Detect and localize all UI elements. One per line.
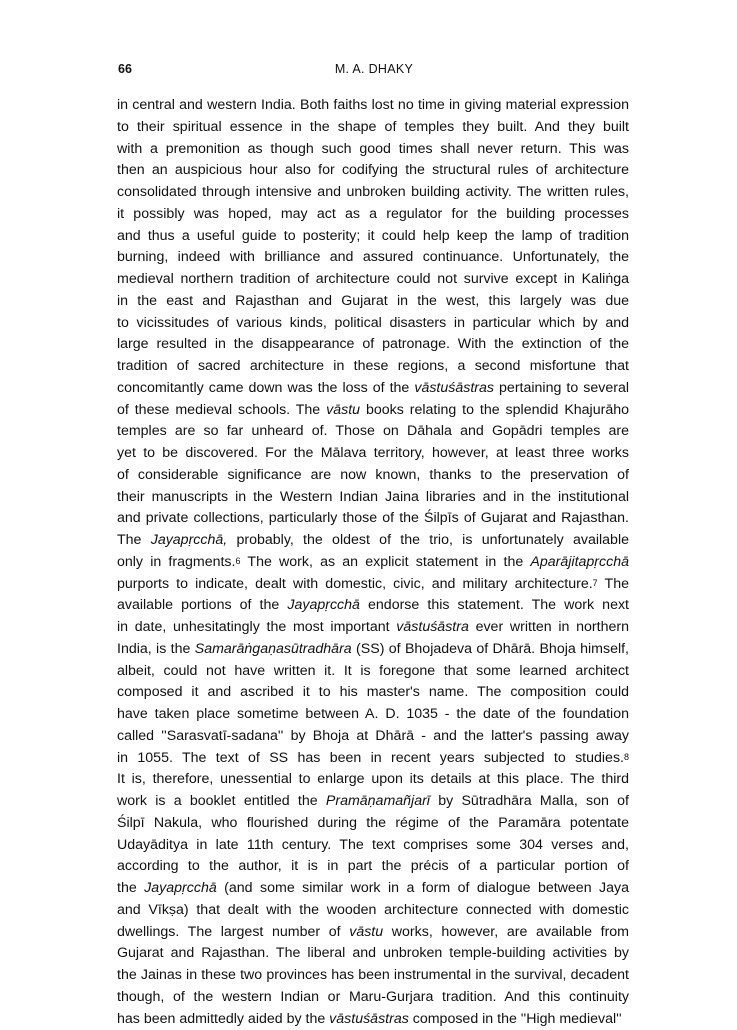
text-run: Gujarat and Rajasthan. The liberal and unbroken temple-building activities by — [117, 945, 629, 961]
text-line — [117, 291, 629, 313]
text-run: The — [117, 532, 151, 548]
text-run: in central and western India. Both faiths lost no time in giving material expression — [117, 97, 629, 113]
text-line — [117, 1009, 629, 1030]
text-line — [117, 617, 629, 639]
text-run: by Sūtradhāra Malla, son of — [430, 793, 629, 809]
text-run: called ''Sarasvatī-sadana'' by Bhoja at Dhārā - and the latter's passing away — [117, 728, 629, 744]
text-run: and thus a useful guide to posterity; it could help keep the lamp of tradition — [117, 228, 629, 244]
italic-term: vāstuśāstras — [329, 1011, 409, 1027]
text-line — [117, 182, 629, 204]
text-run: with a premonition as though such good times shall never return. This was — [117, 141, 629, 157]
text-line — [117, 639, 629, 661]
italic-term: vāstuśāstra — [396, 619, 469, 635]
text-run: available portions of the — [117, 597, 287, 613]
text-run: books relating to the splendid Khajurāho — [360, 402, 629, 418]
text-run: consolidated through intensive and unbroken building activity. The written rules, — [117, 184, 629, 200]
page-number: 66 — [118, 62, 132, 76]
text-run: probably, the oldest of the trio, is unfortunately available — [227, 532, 629, 548]
footnote-ref: 6 — [235, 556, 240, 566]
text-line — [117, 139, 629, 161]
text-run: composed in the ''High medieval'' — [409, 1011, 622, 1027]
italic-term: vāstu — [349, 924, 383, 940]
text-line — [117, 552, 629, 574]
text-line — [117, 791, 629, 813]
text-run: (and some similar work in a form of dialogue between Jaya — [217, 880, 629, 896]
running-head-author: M. A. DHAKY — [118, 62, 630, 76]
text-run: work is a booklet entitled the — [117, 793, 326, 809]
text-line — [117, 682, 629, 704]
text-line — [117, 313, 629, 335]
text-line — [117, 965, 629, 987]
italic-term: Jayapṛcchā — [287, 597, 360, 613]
text-run: their manuscripts in the Western Indian Jaina libraries and in the institutional — [117, 489, 629, 505]
text-run: has been admittedly aided by the — [117, 1011, 329, 1027]
text-line — [117, 117, 629, 139]
text-run: concomitantly came down was the loss of the — [117, 380, 414, 396]
italic-term: Samarāṅgaṇasūtradhāra — [195, 641, 352, 657]
text-run: and Vīkṣa) that dealt with the wooden architecture connected with domestic — [117, 902, 629, 918]
text-run: pertaining to several — [494, 380, 629, 396]
text-run: ever written in northern — [469, 619, 629, 635]
text-line — [117, 530, 629, 552]
text-run: it possibly was hoped, may act as a regulator for the building processes — [117, 206, 629, 222]
text-run: tradition of sacred architecture in these regions, a second misfortune that — [117, 358, 629, 374]
text-line — [117, 378, 629, 400]
page-header — [118, 62, 630, 82]
text-line — [117, 595, 629, 617]
text-line — [117, 922, 629, 944]
text-run: of these medieval schools. The — [117, 402, 326, 418]
text-run: the — [117, 880, 144, 896]
body-paragraph — [117, 95, 629, 1030]
text-run: purports to indicate, dealt with domestic, civic, and military architecture. — [117, 576, 593, 592]
italic-term: Jayapṛcchā — [144, 880, 217, 896]
text-run: in the east and Rajasthan and Gujarat in the west, this largely was due — [117, 293, 629, 309]
text-line — [117, 421, 629, 443]
text-line — [117, 269, 629, 291]
text-run: composed it and ascribed it to his master's name. The composition could — [117, 684, 629, 700]
text-run: India, is the — [117, 641, 195, 657]
text-run: and private collections, particularly those of the Śilpīs of Gujarat and Rajasthan. — [117, 510, 629, 526]
text-line — [117, 856, 629, 878]
text-run: in 1055. The text of SS has been in recent years subjected to studies. — [117, 750, 624, 766]
text-run: dwellings. The largest number of — [117, 924, 349, 940]
footnote-ref: 8 — [624, 752, 629, 762]
footnote-ref: 7 — [593, 578, 598, 588]
text-line — [117, 226, 629, 248]
text-line — [117, 661, 629, 683]
text-line — [117, 726, 629, 748]
text-run: burning, indeed with brilliance and assured continuance. Unfortunately, the — [117, 249, 629, 265]
text-line — [117, 356, 629, 378]
text-line — [117, 900, 629, 922]
text-line — [117, 769, 629, 791]
text-line — [117, 95, 629, 117]
text-line — [117, 878, 629, 900]
text-line — [117, 487, 629, 509]
italic-term: Aparājitapṛcchā — [530, 554, 629, 570]
text-line — [117, 813, 629, 835]
text-run: according to the author, it is in part the précis of a particular portion of — [117, 858, 629, 874]
italic-term: Jayapṛcchā, — [151, 532, 228, 548]
text-run: in date, unhesitatingly the most important — [117, 619, 396, 635]
text-line — [117, 247, 629, 269]
text-run: then an auspicious hour also for codifying the structural rules of architecture — [117, 162, 629, 178]
italic-term: Pramāṇamañjarī — [326, 793, 430, 809]
text-line — [117, 574, 629, 596]
text-run: albeit, could not have written it. It is foregone that some learned architect — [117, 663, 629, 679]
text-run: Śilpī Nakula, who flourished during the régime of the Paramāra potentate — [117, 815, 629, 831]
text-line — [117, 748, 629, 770]
text-line — [117, 465, 629, 487]
text-run: though, of the western Indian or Maru-Gurjara tradition. And this continuity — [117, 989, 629, 1005]
text-line — [117, 400, 629, 422]
text-run: have taken place sometime between A. D. 1035 - the date of the foundation — [117, 706, 629, 722]
text-run: yet to be discovered. For the Mālava territory, however, at least three works — [117, 445, 629, 461]
text-run: The work, as an explicit statement in the — [240, 554, 530, 570]
text-run: the Jainas in these two provinces has been instrumental in the survival, decadent — [117, 967, 629, 983]
text-line — [117, 943, 629, 965]
text-run: of considerable significance are now known, thanks to the preservation of — [117, 467, 629, 483]
text-run: only in fragments. — [117, 554, 235, 570]
text-run: to their spiritual essence in the shape of temples they built. And they built — [117, 119, 629, 135]
text-line — [117, 443, 629, 465]
text-run: (SS) of Bhojadeva of Dhārā. Bhoja himself, — [352, 641, 629, 657]
text-run: medieval northern tradition of architecture could not survive except in Kaliṅga — [117, 271, 629, 287]
text-run: Udayāditya in late 11th century. The text comprises some 304 verses and, — [117, 837, 629, 853]
text-line — [117, 704, 629, 726]
text-run: It is, therefore, unessential to enlarge upon its details at this place. The third — [117, 771, 629, 787]
italic-term: vāstuśāstras — [414, 380, 494, 396]
text-line — [117, 835, 629, 857]
text-run: to vicissitudes of various kinds, political disasters in particular which by and — [117, 315, 629, 331]
text-line — [117, 987, 629, 1009]
text-line — [117, 160, 629, 182]
text-line — [117, 508, 629, 530]
italic-term: vāstu — [326, 402, 360, 418]
text-run: works, however, are available from — [383, 924, 629, 940]
text-run: endorse this statement. The work next — [360, 597, 629, 613]
text-line — [117, 204, 629, 226]
text-line — [117, 334, 629, 356]
text-run: temples are so far unheard of. Those on Dāhala and Gopādri temples are — [117, 423, 629, 439]
text-run: large resulted in the disappearance of patronage. With the extinction of the — [117, 336, 629, 352]
text-run: The — [598, 576, 629, 592]
